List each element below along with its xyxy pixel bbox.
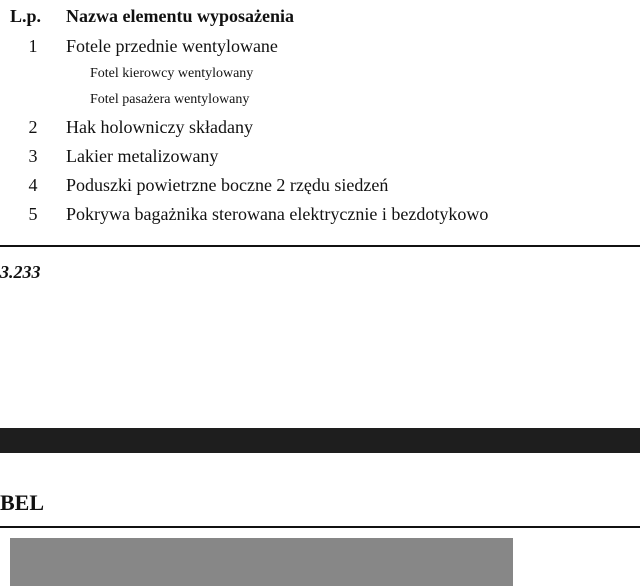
row-name: Poduszki powietrzne boczne 2 rzędu siedzeń bbox=[66, 175, 389, 195]
row-name: Pokrywa bagażnika sterowana elektrycznie i bezdotykowo bbox=[66, 204, 489, 224]
section-band bbox=[0, 428, 640, 453]
section-title: BEL bbox=[0, 490, 45, 515]
header-lp: L.p. bbox=[10, 6, 42, 26]
code-label: 3.233 bbox=[0, 262, 41, 282]
gray-block bbox=[10, 538, 513, 586]
table-header bbox=[0, 6, 640, 32]
row-number: 3 bbox=[28, 146, 38, 166]
divider bbox=[0, 245, 640, 247]
divider bbox=[0, 526, 640, 528]
row-number: 5 bbox=[28, 204, 38, 224]
row-name: Hak holowniczy składany bbox=[66, 117, 253, 137]
header-name: Nazwa elementu wyposażenia bbox=[66, 6, 294, 26]
row-number: 2 bbox=[28, 117, 38, 137]
row-name: Lakier metalizowany bbox=[66, 146, 219, 166]
table-subrow: Fotel kierowcy wentylowany bbox=[90, 66, 254, 81]
row-name: Fotele przednie wentylowane bbox=[66, 36, 278, 56]
table-subrow: Fotel pasażera wentylowany bbox=[90, 92, 250, 107]
row-number: 1 bbox=[28, 36, 38, 56]
row-number: 4 bbox=[28, 175, 38, 195]
